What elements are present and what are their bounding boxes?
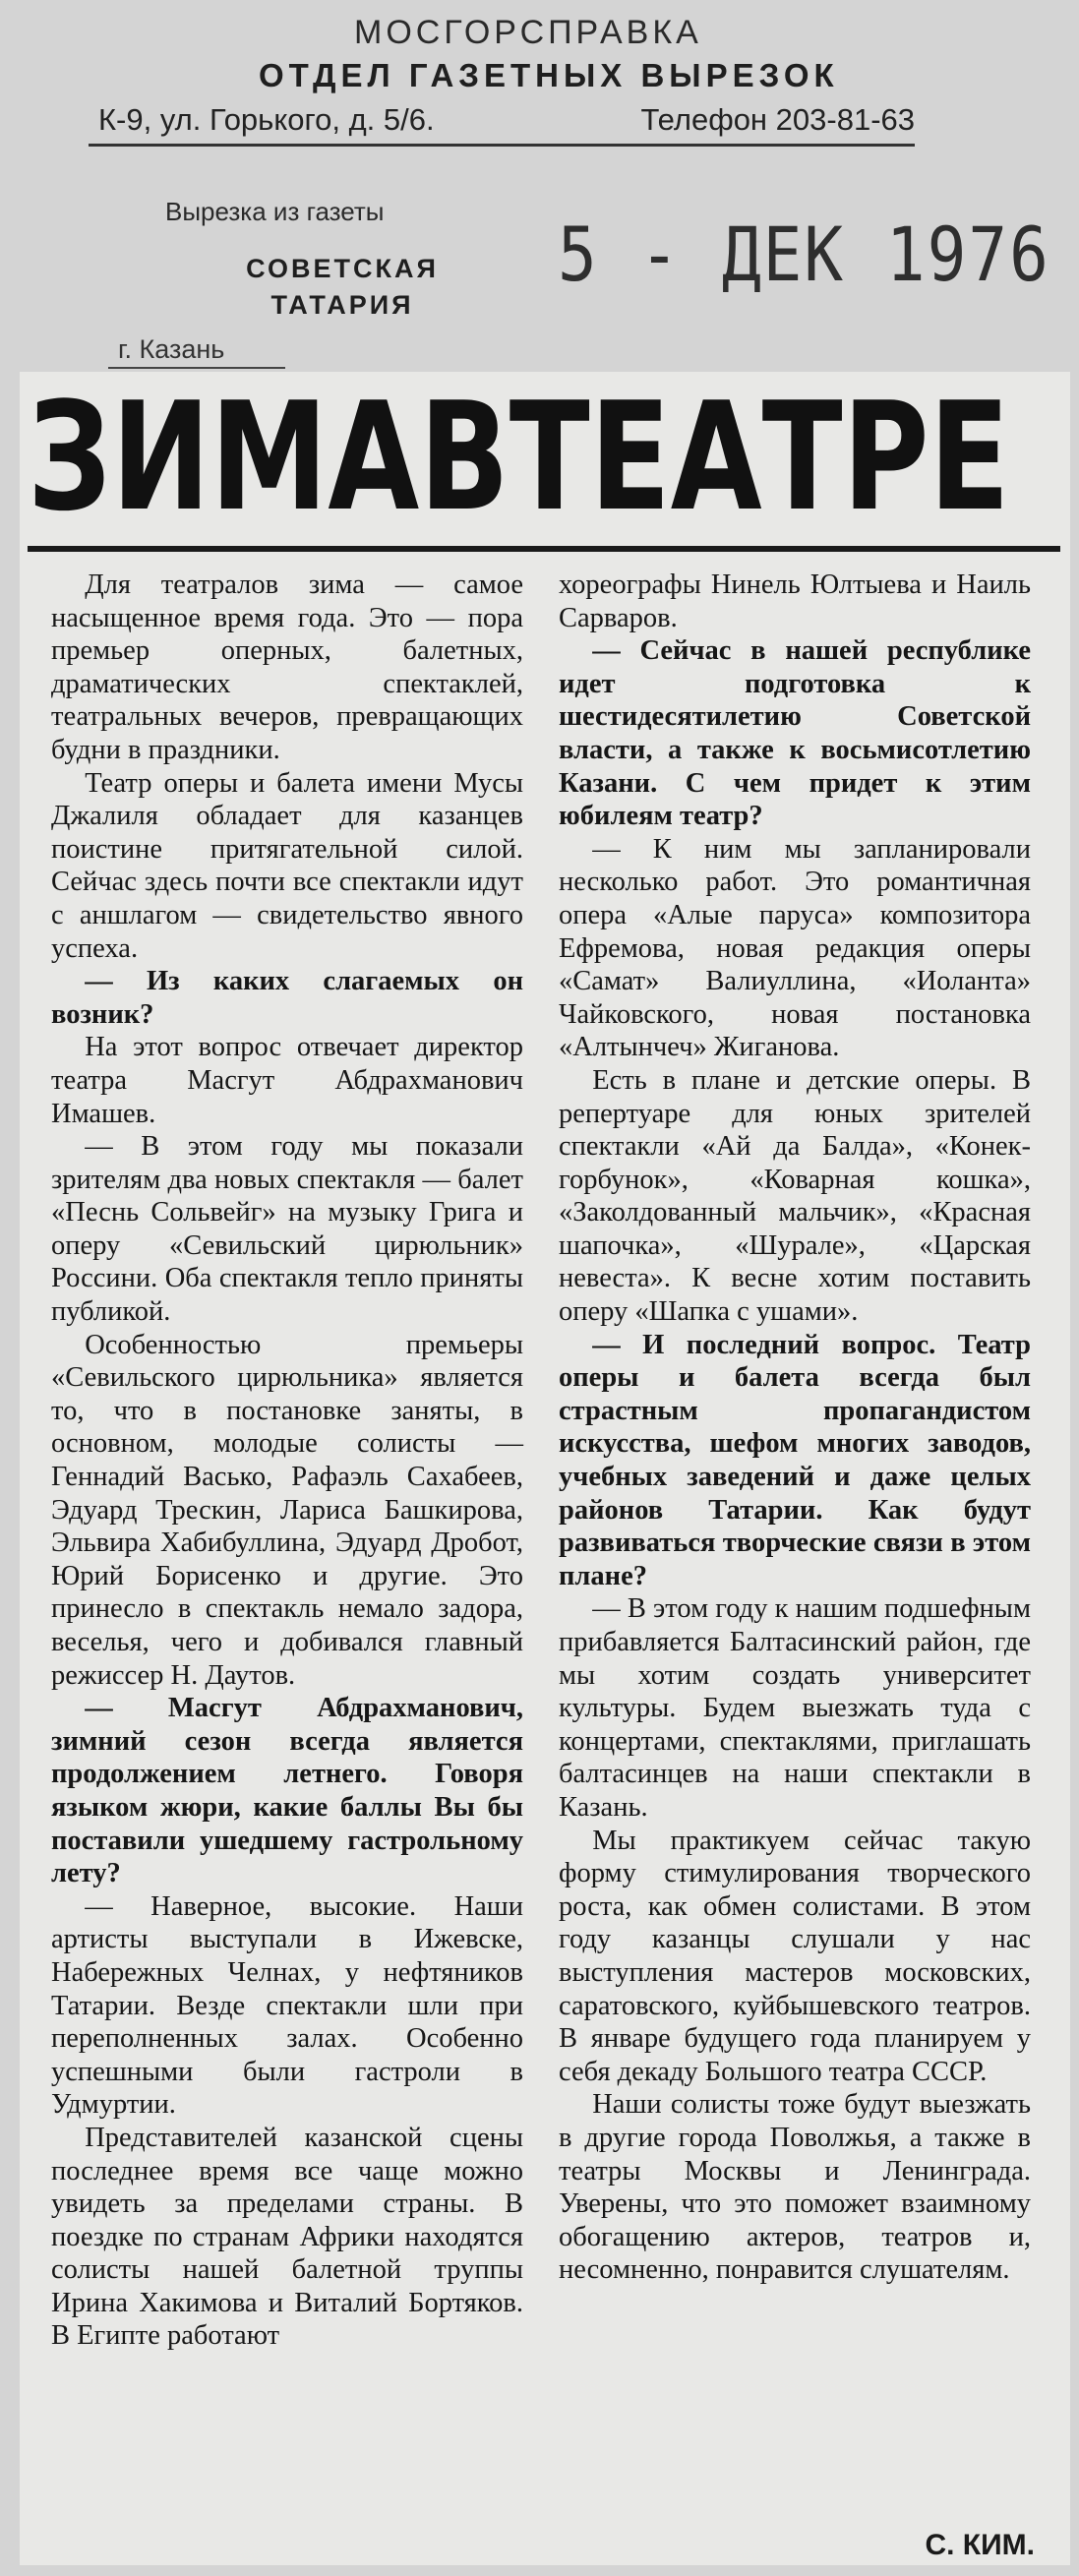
headline-letter: И [111, 369, 210, 544]
address: К-9, ул. Горького, д. 5/6. [98, 102, 435, 137]
article-paragraph: Для театралов зима — самое насыщенное время года. Это — пора премьер оперных, балетных, драматических спектаклей, театральных вечеров, превращающих будни в праздники. [51, 569, 523, 765]
clip-label: Вырезка из газеты [165, 197, 385, 226]
article-paragraph: Особенностью премьеры «Севильского цирюльника» является то, что в постановке заняты, в основном, молодые солисты — Геннадий Васько, Рафаэль Сахабеев, Эдуард Трескин, Лариса Башкирова, Эльвира Хабибуллина, Эдуард Дробот, Юрий Борисенко и другие. Это принесло в спектакль немало задора, веселья, чего и добивался главный режиссер Н. Даутов. [51, 1329, 523, 1691]
headline-letter: Р [842, 369, 929, 544]
article-paragraph: — В этом году к нашим подшефным прибавляется Балтасинский район, где мы хотим создать университет культуры. Будем выезжать туда с концертами, спектаклями, приглашать балтасинцев на наши спектакли в Казань. [559, 1593, 1031, 1823]
headline-letter: Т [509, 369, 590, 544]
article-paragraph: — Наверное, высокие. Наши артисты выступали в Ижевске, Набережных Челнах, у нефтяников Татарии. Везде спектакли шли при переполненных залах. Особенно успешными были гастроли в Удмуртии. [51, 1890, 523, 2121]
newspaper-name [224, 251, 460, 324]
author-signature: С. КИМ. [925, 2529, 1035, 2561]
address-line [98, 102, 915, 138]
headline-letter: М [210, 369, 329, 544]
headline-letter: А [328, 369, 420, 544]
agency-name: МОСГОРСПРАВКА [354, 14, 702, 51]
article-paragraph: Театр оперы и балета имени Мусы Джалиля обладает для казанцев поистине притягательной силой. Сейчас здесь почти все спектакли идут с аншлагом — свидетельство явного успеха. [51, 767, 523, 964]
article-paragraph: На этот вопрос отвечает директор театра Масгут Абдрахманович Имашев. [51, 1032, 523, 1129]
newspaper-name-line: СОВЕТСКАЯ [246, 254, 439, 283]
article-paragraph: Есть в плане и детские оперы. В репертуаре для юных зрителей спектакли «Ай да Балда», «Конек-горбунок», «Коварная кошка», «Заколдованный мальчик», «Красная шапочка», «Шурале», «Царская невеста». К весне хотим поставить оперу «Шапка с ушами». [559, 1064, 1031, 1328]
interview-question: — Из каких слагаемых он возник? [51, 966, 523, 1030]
department-name: ОТДЕЛ ГАЗЕТНЫХ ВЫРЕЗОК [259, 57, 839, 93]
interview-question: — Масгут Абдрахманович, зимний сезон всегда является продолжением летнего. Говоря языком жюри, какие баллы Вы бы поставили ушедшему гастрольному лету? [51, 1693, 523, 1889]
headline-letter: Е [589, 369, 671, 544]
headline-letter: В [419, 369, 510, 544]
headline-letter: А [670, 369, 762, 544]
headline-rule [28, 546, 1060, 552]
city: г. Казань [118, 334, 225, 364]
article-paragraph: Мы практикуем сейчас такую форму стимулирования творческого роста, как обмен солистами. В этом году казанцы слушали у нас выступления мастеров московских, саратовского, куйбышевского театров. В январе будущего года планируем у себя декаду Большого театра СССР. [559, 1825, 1031, 2087]
phone: Телефон 203-81-63 [640, 102, 915, 137]
article-column-left [51, 569, 523, 2353]
article-headline [28, 369, 1010, 544]
headline-letter: Т [761, 369, 843, 544]
interview-question: — И последний вопрос. Театр оперы и балета всегда был страстным пропагандистом искусства, шефом многих заводов, учебных заведений и даже целых районов Татарии. Как будут развиваться творческие связи в этом плане? [559, 1329, 1031, 1591]
article-paragraph: — К ним мы запланировали несколько работ. Это романтичная опера «Алые паруса» композитора Ефремова, новая редакция оперы «Самат» Валиуллина, «Иоланта» Чайковского, новая постановка «Алтынчеч» Жиганова. [559, 833, 1031, 1063]
interview-question: — Сейчас в нашей республике идет подготовка к шестидесятилетию Советской власти, а также к восьмисотлетию Казани. С чем придет к этим юбилеям театр? [559, 635, 1031, 832]
headline-letter: Е [929, 369, 1010, 544]
article-paragraph: хореографы Нинель Юлтыева и Наиль Сарваров. [559, 569, 1031, 633]
headline-letter: З [28, 369, 112, 544]
article-paragraph: Наши солисты тоже будут выезжать в другие города Поволжья, а также в театры Москвы и Ленинграда. Уверены, что это поможет взаимному обогащению актеров, театров и, несомненно, понравится слушателям. [559, 2089, 1031, 2286]
clipping-service-header [0, 0, 1079, 369]
article-paragraph: — В этом году мы показали зрителям два новых спектакля — балет «Песнь Сольвейг» на музыку Грига и оперу «Севильский цирюльник» Россини. Оба спектакля тепло приняты публикой. [51, 1131, 523, 1328]
article-column-right [559, 569, 1031, 2287]
date-stamp: 5 - ДЕК 1976 [558, 211, 1050, 299]
divider [89, 144, 915, 147]
article-paragraph: Представителей казанской сцены последнее время все чаще можно увидеть за пределами страны. В поездке по странам Африки находятся солисты нашей балетной труппы Ирина Хакимова и Виталий Бортяков. В Египте работают [51, 2122, 523, 2352]
newspaper-name-line: ТАТАРИЯ [270, 290, 414, 320]
